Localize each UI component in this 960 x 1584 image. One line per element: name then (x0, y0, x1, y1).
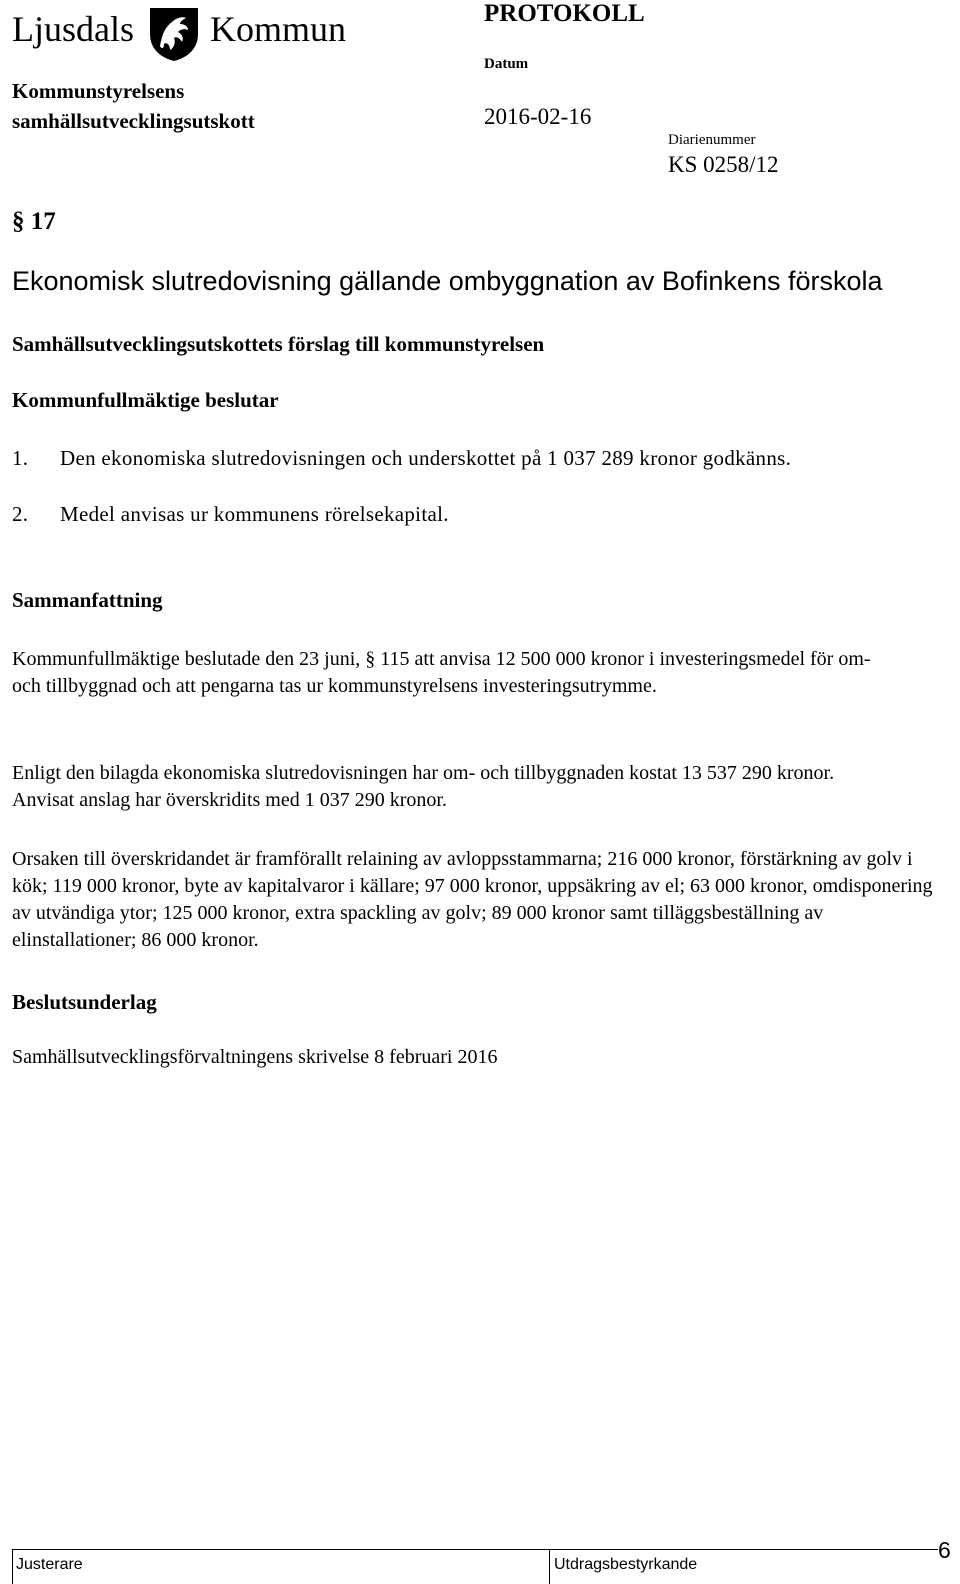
decision-item (12, 446, 791, 471)
date-value: 2016-02-16 (484, 104, 592, 129)
decision-number: 1. (12, 446, 29, 470)
footer-bar (12, 1549, 938, 1584)
proposal-heading: Samhällsutvecklingsutskottets förslag till kommunstyrelsen (12, 332, 545, 356)
summary-paragraph: Orsaken till överskridandet är framförallt relaining av avloppsstammarna; 216 000 kronor, förstärkning av golv i kök; 119 000 kronor, byte av kapitalvaror i källare; 97 000 kronor, uppsäkring av el; 63 000 kronor, omdisponering av utvändiga ytor; 125 000 kronor, extra spackling av golv; 89 000 kronor samt tilläggsbeställning av elinstallationer; 86 000 kronor. (12, 848, 933, 951)
page-number: 6 (938, 1537, 951, 1563)
decision-text: Medel anvisas ur kommunens rörelsekapital. (60, 502, 449, 526)
document-type: PROTOKOLL (484, 0, 645, 27)
section-title: Ekonomisk slutredovisning gällande ombyggnation av Bofinkens förskola (12, 266, 883, 296)
organization (12, 76, 255, 136)
decision-text: Den ekonomiska slutredovisningen och underskottet på 1 037 289 kronor godkänns. (60, 446, 792, 470)
footer-divider (12, 1550, 13, 1584)
decision-item (12, 502, 449, 527)
organization-line-1: Kommunstyrelsens (12, 79, 185, 103)
coat-of-arms-icon (146, 6, 202, 62)
paragraph-number: § 17 (12, 208, 56, 235)
organization-line-2: samhällsutvecklingsutskott (12, 109, 255, 133)
date-label: Datum (484, 56, 529, 72)
utdragsbestyrkande-label: Utdragsbestyrkande (554, 1556, 698, 1573)
decision-heading: Kommunfullmäktige beslutar (12, 388, 279, 412)
diarienummer-label: Diarienummer (668, 132, 756, 148)
diarienummer-value: KS 0258/12 (668, 152, 779, 177)
municipality-logo (12, 4, 347, 62)
basis-heading: Beslutsunderlag (12, 990, 157, 1014)
decision-number: 2. (12, 502, 29, 526)
summary-paragraph: Kommunfullmäktige beslutade den 23 juni, § 115 att anvisa 12 500 000 kronor i investeringsmedel för om- och tillbyggnad och att pengarna tas ur kommunstyrelsens investeringsutrymme. (12, 648, 871, 697)
logo-text-right: Kommun (210, 9, 347, 49)
logo-text-left: Ljusdals (12, 9, 134, 49)
summary-paragraph: Enligt den bilagda ekonomiska slutredovisningen har om- och tillbyggnaden kostat 13 537 290 kronor. Anvisat anslag har överskridits med 1 037 290 kronor. (12, 762, 835, 811)
summary-heading: Sammanfattning (12, 588, 163, 612)
basis-text: Samhällsutvecklingsförvaltningens skrivelse 8 februari 2016 (12, 1046, 498, 1068)
footer-divider (549, 1550, 550, 1584)
justerare-label: Justerare (16, 1556, 83, 1573)
